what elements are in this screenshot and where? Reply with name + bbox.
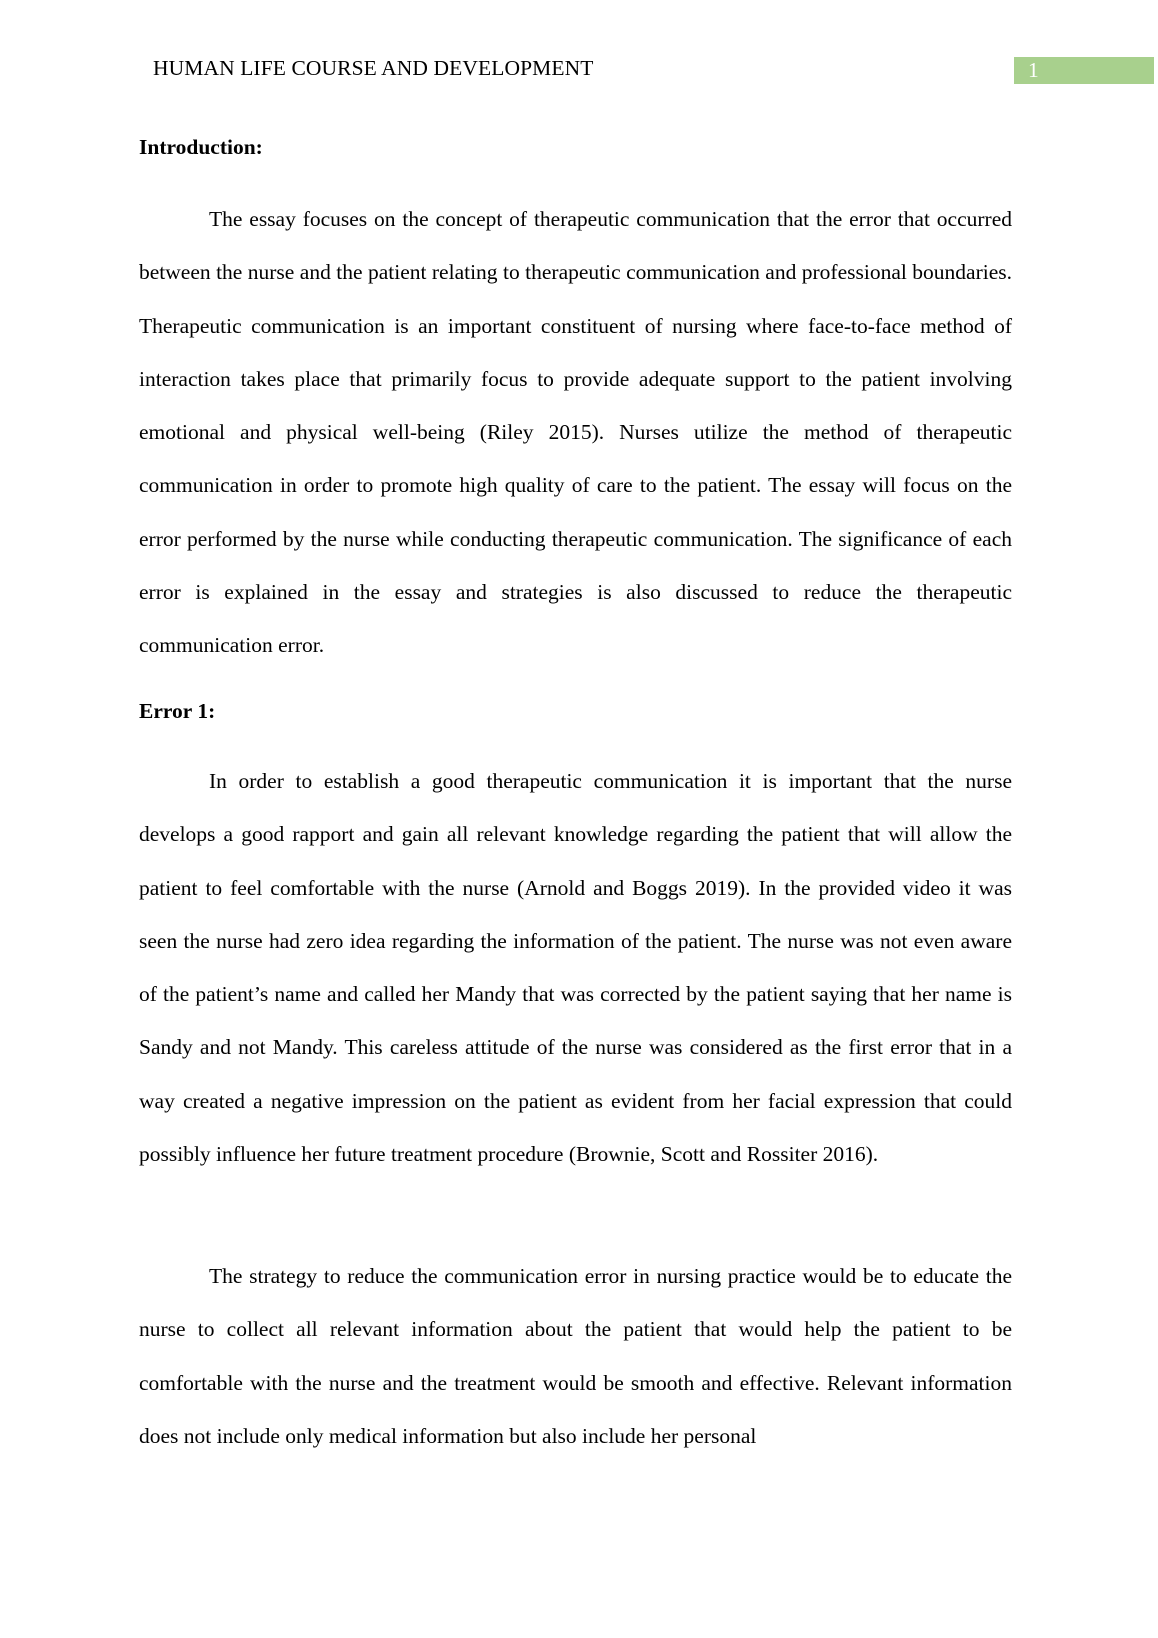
introduction-heading: Introduction: bbox=[139, 135, 263, 159]
error-1-paragraph-2: The strategy to reduce the communication error in nursing practice would be to educate the nurse to collect all relevant information about the patient that would help the patient to be comfortable with the nurse and the treatment would be smooth and effective. Relevant information does not include only medical information but also include her personal bbox=[139, 1264, 1012, 1448]
running-head: HUMAN LIFE COURSE AND DEVELOPMENT bbox=[153, 56, 594, 80]
error-1-paragraph-1: In order to establish a good therapeutic communication it is important that the nurse develops a good rapport and gain all relevant knowledge regarding the patient that will allow the patient to feel comfortable with the nurse (Arnold and Boggs 2019). In the provided video it was seen the nurse had zero idea regarding the information of the patient. The nurse was not even aware of the patient’s name and called her Mandy that was corrected by the patient saying that her name is Sandy and not Mandy. This careless attitude of the nurse was considered as the first error that in a way created a negative impression on the patient as evident from her facial expression that could possibly influence her future treatment procedure (Brownie, Scott and Rossiter 2016). bbox=[139, 769, 1012, 1167]
error-1-heading: Error 1: bbox=[139, 699, 216, 723]
introduction-paragraph: The essay focuses on the concept of therapeutic communication that the error that occurred between the nurse and the patient relating to therapeutic communication and professional boundaries. Therapeutic communication is an important constituent of nursing where face-to-face method of interaction takes place that primarily focus to provide adequate support to the patient involving emotional and physical well-being (Riley 2015). Nurses utilize the method of therapeutic communication in order to promote high quality of care to the patient. The essay will focus on the error performed by the nurse while conducting therapeutic communication. The significance of each error is explained in the essay and strategies is also discussed to reduce the therapeutic communication error. bbox=[139, 207, 1012, 658]
page-number: 1 bbox=[1028, 58, 1039, 82]
page-number-bar bbox=[1014, 57, 1154, 84]
